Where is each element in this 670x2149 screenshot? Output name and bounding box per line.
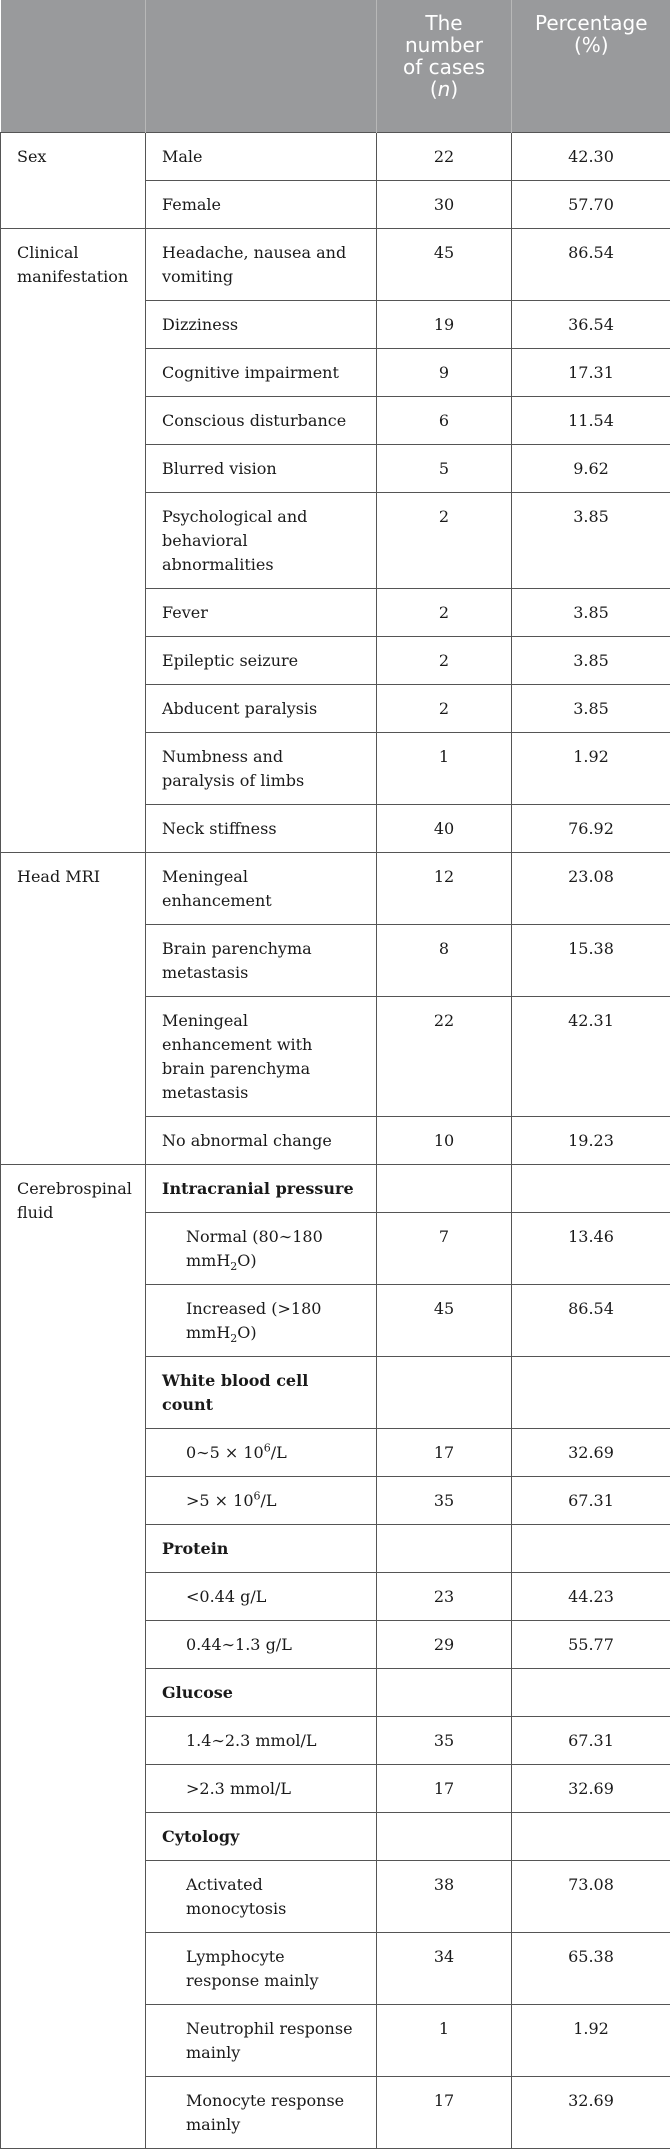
label-superscript: 6 <box>264 1442 271 1455</box>
header-cases-close-paren: ) <box>450 77 458 101</box>
row-label: Neck stiffness <box>146 805 377 853</box>
row-label: Male <box>146 133 377 181</box>
row-label: Female <box>146 181 377 229</box>
group-clinical-manifestation: Clinical manifestation <box>1 229 146 853</box>
row-count: 5 <box>377 445 512 493</box>
row-count: 35 <box>377 1717 512 1765</box>
row-count: 17 <box>377 2077 512 2149</box>
table-row <box>1 1165 670 1213</box>
group-head-mri: Head MRI <box>1 853 146 1165</box>
row-label: 1.4∼2.3 mmol/L <box>146 1717 377 1765</box>
table-row <box>1 229 670 301</box>
header-row <box>1 0 670 133</box>
label-text-end: /L <box>271 1443 287 1462</box>
row-label: Epileptic seizure <box>146 637 377 685</box>
row-percentage: 42.31 <box>512 997 670 1117</box>
row-count: 22 <box>377 997 512 1117</box>
row-label: Psychological and behavioral abnormalities <box>146 493 377 589</box>
row-percentage: 73.08 <box>512 1861 670 1933</box>
subgroup-intracranial-pressure: Intracranial pressure <box>146 1165 377 1213</box>
row-percentage: 9.62 <box>512 445 670 493</box>
row-count: 7 <box>377 1213 512 1285</box>
row-label: Meningeal enhancement with brain parenchyma metastasis <box>146 997 377 1117</box>
subgroup-protein: Protein <box>146 1525 377 1573</box>
row-label: Dizziness <box>146 301 377 349</box>
row-percentage: 3.85 <box>512 493 670 589</box>
row-percentage <box>512 1525 670 1573</box>
row-label: Fever <box>146 589 377 637</box>
label-subscript: 2 <box>230 1260 237 1273</box>
row-percentage: 13.46 <box>512 1213 670 1285</box>
row-percentage: 3.85 <box>512 685 670 733</box>
row-count: 2 <box>377 493 512 589</box>
row-count: 40 <box>377 805 512 853</box>
subgroup-white-blood-cell-count: White blood cell count <box>146 1357 377 1429</box>
group-cerebrospinal-fluid: Cerebrospinal fluid <box>1 1165 146 2149</box>
row-percentage: 42.30 <box>512 133 670 181</box>
row-label: Conscious disturbance <box>146 397 377 445</box>
row-percentage: 32.69 <box>512 2077 670 2149</box>
header-category <box>1 0 146 133</box>
row-count: 22 <box>377 133 512 181</box>
row-percentage <box>512 1165 670 1213</box>
row-label: Monocyte response mainly <box>146 2077 377 2149</box>
row-percentage: 44.23 <box>512 1573 670 1621</box>
row-count: 17 <box>377 1429 512 1477</box>
group-sex: Sex <box>1 133 146 229</box>
row-count: 2 <box>377 685 512 733</box>
row-percentage: 86.54 <box>512 229 670 301</box>
row-percentage: 3.85 <box>512 637 670 685</box>
row-percentage: 15.38 <box>512 925 670 997</box>
row-count: 45 <box>377 1285 512 1357</box>
row-count <box>377 1357 512 1429</box>
row-count: 1 <box>377 733 512 805</box>
row-label: Meningeal enhancement <box>146 853 377 925</box>
row-percentage: 76.92 <box>512 805 670 853</box>
row-percentage <box>512 1357 670 1429</box>
label-subscript: 2 <box>230 1332 237 1345</box>
row-count: 10 <box>377 1117 512 1165</box>
table-row <box>1 853 670 925</box>
row-label: <0.44 g/L <box>146 1573 377 1621</box>
row-percentage: 65.38 <box>512 1933 670 2005</box>
row-count: 35 <box>377 1477 512 1525</box>
row-percentage: 23.08 <box>512 853 670 925</box>
row-percentage: 36.54 <box>512 301 670 349</box>
row-label: Lymphocyte response mainly <box>146 1933 377 2005</box>
label-text: 0∼5 × 10 <box>186 1443 264 1462</box>
label-text-end: O) <box>237 1251 256 1270</box>
row-count: 17 <box>377 1765 512 1813</box>
label-text-end: /L <box>261 1491 277 1510</box>
row-count: 23 <box>377 1573 512 1621</box>
row-count: 2 <box>377 589 512 637</box>
row-label <box>146 1213 377 1285</box>
row-label: Neutrophil response mainly <box>146 2005 377 2077</box>
subgroup-cytology: Cytology <box>146 1813 377 1861</box>
header-pct-line1: Percentage <box>535 11 648 35</box>
row-count <box>377 1525 512 1573</box>
row-count: 12 <box>377 853 512 925</box>
row-label: Numbness and paralysis of limbs <box>146 733 377 805</box>
row-percentage: 86.54 <box>512 1285 670 1357</box>
label-text: >5 × 10 <box>186 1491 254 1510</box>
row-percentage: 1.92 <box>512 2005 670 2077</box>
row-percentage: 57.70 <box>512 181 670 229</box>
header-item <box>146 0 377 133</box>
header-pct-line2: (%) <box>574 33 609 57</box>
row-count: 30 <box>377 181 512 229</box>
row-percentage: 3.85 <box>512 589 670 637</box>
row-percentage: 32.69 <box>512 1765 670 1813</box>
row-percentage: 19.23 <box>512 1117 670 1165</box>
row-percentage <box>512 1813 670 1861</box>
row-label: Abducent paralysis <box>146 685 377 733</box>
row-percentage: 11.54 <box>512 397 670 445</box>
row-label: Activated monocytosis <box>146 1861 377 1933</box>
header-cases <box>377 0 512 133</box>
row-count: 19 <box>377 301 512 349</box>
row-count: 1 <box>377 2005 512 2077</box>
row-percentage <box>512 1669 670 1717</box>
header-cases-open-paren: ( <box>430 77 438 101</box>
label-text: Normal (80∼180 mmH <box>186 1227 323 1270</box>
label-text-end: O) <box>237 1323 256 1342</box>
row-percentage: 17.31 <box>512 349 670 397</box>
row-label: Headache, nausea and vomiting <box>146 229 377 301</box>
label-text: Increased (>180 mmH <box>186 1299 321 1342</box>
header-percentage <box>512 0 670 133</box>
row-count <box>377 1165 512 1213</box>
row-count: 6 <box>377 397 512 445</box>
label-superscript: 6 <box>254 1490 261 1503</box>
row-count: 8 <box>377 925 512 997</box>
header-cases-line2: number <box>405 33 483 57</box>
row-count: 9 <box>377 349 512 397</box>
header-cases-n: n <box>438 77 451 101</box>
row-count: 34 <box>377 1933 512 2005</box>
header-cases-line3: of cases <box>403 55 485 79</box>
row-label <box>146 1429 377 1477</box>
row-percentage: 67.31 <box>512 1477 670 1525</box>
row-label: 0.44∼1.3 g/L <box>146 1621 377 1669</box>
row-label: Cognitive impairment <box>146 349 377 397</box>
row-label: Blurred vision <box>146 445 377 493</box>
row-count <box>377 1813 512 1861</box>
row-percentage: 55.77 <box>512 1621 670 1669</box>
row-label: Brain parenchyma metastasis <box>146 925 377 997</box>
table-header <box>1 0 670 133</box>
row-percentage: 32.69 <box>512 1429 670 1477</box>
row-count: 29 <box>377 1621 512 1669</box>
subgroup-glucose: Glucose <box>146 1669 377 1717</box>
row-count: 45 <box>377 229 512 301</box>
row-percentage: 1.92 <box>512 733 670 805</box>
table-row <box>1 133 670 181</box>
row-label: >2.3 mmol/L <box>146 1765 377 1813</box>
table-body <box>1 133 670 2149</box>
row-count <box>377 1669 512 1717</box>
row-count: 2 <box>377 637 512 685</box>
header-cases-line1: The <box>425 11 462 35</box>
row-label: No abnormal change <box>146 1117 377 1165</box>
row-label <box>146 1477 377 1525</box>
row-percentage: 67.31 <box>512 1717 670 1765</box>
row-count: 38 <box>377 1861 512 1933</box>
row-label <box>146 1285 377 1357</box>
